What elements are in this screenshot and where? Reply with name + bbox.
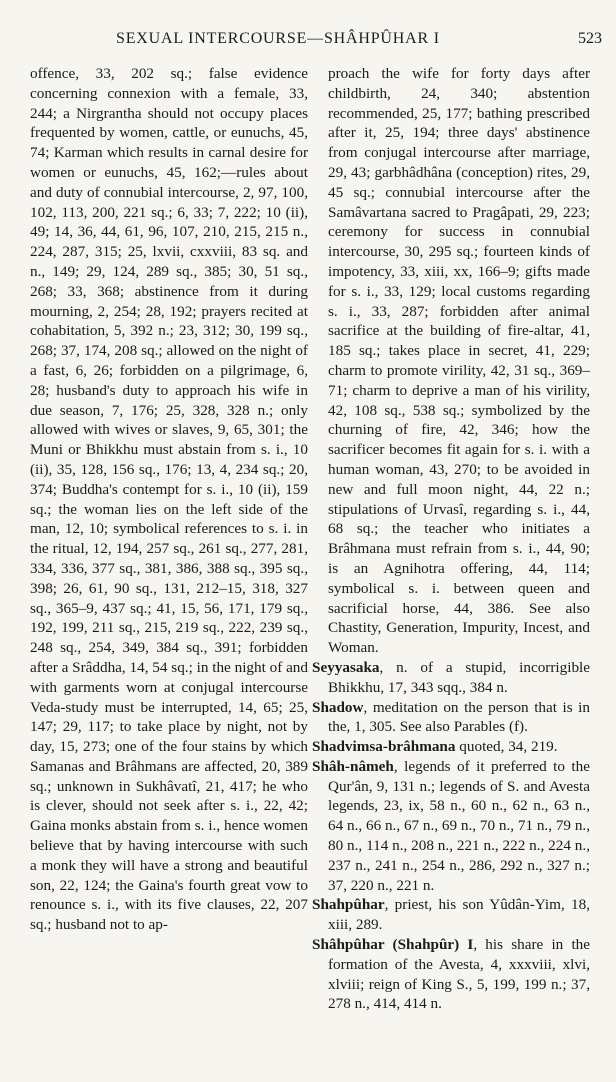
index-entry [312, 935, 590, 1014]
entry-headword: Shâhpûhar (Shahpûr) I [312, 936, 474, 954]
entry-headword: Shâh-nâmeh [312, 757, 394, 775]
page-header [20, 30, 602, 54]
entry-text: quoted, 34, 219. [455, 738, 558, 756]
entry-text: , priest, his son Yûdân-Yim, 18, xiii, 289. [328, 896, 590, 934]
entry-headword: Seyyasaka [312, 658, 380, 676]
entry-headword: Shahpûhar [312, 896, 385, 914]
left-column [30, 64, 308, 935]
entry-text: , meditation on the person that is in the, 1, 305. See also Parables (f). [328, 698, 590, 736]
index-entry [312, 895, 590, 935]
index-entry-continuation: proach the wife for forty days after childbirth, 24, 340; abstention recommended, 25, 177; bathing prescribed after it, 25, 194; three days' abstinence from conjugal intercourse after marriage, 29, 43; garbhâdhâna (conception) rites, 29, 45 sq.; connubial intercourse after the Samâvartana sacred to Pragâpati, 29, 223; ceremony for success in connubial intercourse, 30, 295 sq.; fourteen kinds of impotency, 33, xiii, xx, 166–9; gifts made for s. i., 33, 129; local customs regarding s. i., 33, 287; forbidden after animal sacrifice at the building of fire-altar, 41, 185 sq.; takes place in secret, 41, 229; charm to promote virility, 42, 31 sq., 369–71; charm to deprive a man of his virility, 42, 108 sq., 538 sq.; symbolized by the churning of fire, 42, 346; how the sacrificer becomes fit again for s. i. with a human woman, 43, 270; to be avoided in new and full moon night, 44, 22 n.; stipulations of Urvasî, regarding s. i., 44, 68 sq.; the teacher who initiates a Brâhmana must refrain from s. i., 44, 90; is an Agnihotra offering, 44, 114; symbolical s. i. between queen and sacrificial horse, 44, 386. See also Chastity, Generation, Impurity, Incest, and Woman. [328, 65, 590, 657]
entry-headword: Shadow [312, 698, 364, 716]
entry-text: , his share in the formation of the Avesta, 4, xxxviii, xlvi, xlviii; reign of King S., 5, 199, 199 n.; 37, 278 n., 414, 414 n. [328, 936, 590, 1013]
entry-text: , n. of a stupid, incorrigible Bhikkhu, 17, 343 sqq., 384 n. [328, 658, 590, 696]
entry-text: , legends of it preferred to the Qur'ân, 9, 131 n.; legends of S. and Avesta legends, 23, ix, 58 n., 60 n., 62 n., 63 n., 64 n., 66 n., 67 n., 69 n., 70 n., 71 n., 79 n., 80 n., 114 n., 208 n., 221 n., 222 n., 224 n., 237 n., 241 n., 254 n., 286, 292 n., 327 n.; 37, 220 n., 221 n. [328, 757, 590, 894]
index-entry [312, 737, 590, 757]
index-entry [312, 757, 590, 896]
index-entry [312, 698, 590, 738]
right-column [312, 64, 590, 1014]
entry-headword: Shadvimsa-brâhmana [312, 738, 456, 756]
index-entry-continuation: offence, 33, 202 sq.; false evidence concerning connexion with a female, 33, 244; a Nirgrantha should not occupy places frequented by women, cattle, or eunuchs, 45, 74; Karman which results in carnal desire for women or eunuchs, 45, 162;—rules about and duty of connubial intercourse, 2, 97, 100, 102, 113, 200, 221 sq.; 6, 33; 7, 222; 10 (ii), 49; 14, 36, 44, 61, 96, 107, 210, 215, 215 n., 224, 287, 315; 25, lxvii, cxxviii, 83 sq. and n., 149; 29, 124, 289 sq., 385; 30, 51 sq., 268; 33, 368; abstinence from it during mourning, 2, 254; 28, 192; prayers recited at cohabitation, 5, 392 n.; 23, 312; 30, 199 sq., 268; 37, 174, 208 sq.; allowed on the night of a fast, 6, 26; forbidden on a pilgrimage, 6, 28; husband's duty to approach his wife in due season, 7, 176; 25, 328, 328 n.; only allowed with wives or slaves, 9, 65, 301; the Muni or Bhikkhu must abstain from s. i., 10 (ii), 35, 128, 156 sq., 176; 13, 4, 234 sq.; 20, 374; Buddha's contempt for s. i., 10 (ii), 159 sq.; the woman lies on the left side of the man, 12, 10; symbolical references to s. i. in the ritual, 12, 194, 257 sq., 261 sq., 277, 281, 334, 336, 377 sq., 381, 386, 388 sq., 395 sq., 398; 26, 61, 90 sq., 131, 212–15, 318, 327 sq., 365–9, 437 sq.; 41, 15, 56, 171, 179 sq., 192, 199, 211 sq., 215, 219 sq., 222, 239 sq., 248 sq., 254, 349, 384 sq., 391; forbidden after a Srâddha, 14, 54 sq.; in the night of and with garments worn at conjugal intercourse Veda-study must be interrupted, 14, 65; 25, 147; 29, 117; to take place by night, not by day, 15, 273; one of the four stains by which Samanas and Brâhmans are affected, 20, 389 sq.; unknown in Sukhâvatî, 21, 417; he who is clever, should not seek after s. i., 22, 42; Gaina monks abstain from s. i., hence women believe that by having intercourse with such a monk they will have a strong and beautiful son, 22, 124; the Gaina's fourth great vow to renounce s. i., with its five clauses, 22, 207 sq.; husband not to ap- [30, 65, 308, 934]
page-number: 523 [578, 30, 602, 47]
running-head: SEXUAL INTERCOURSE—SHÂHPÛHAR I [116, 30, 440, 47]
index-entry [312, 658, 590, 698]
